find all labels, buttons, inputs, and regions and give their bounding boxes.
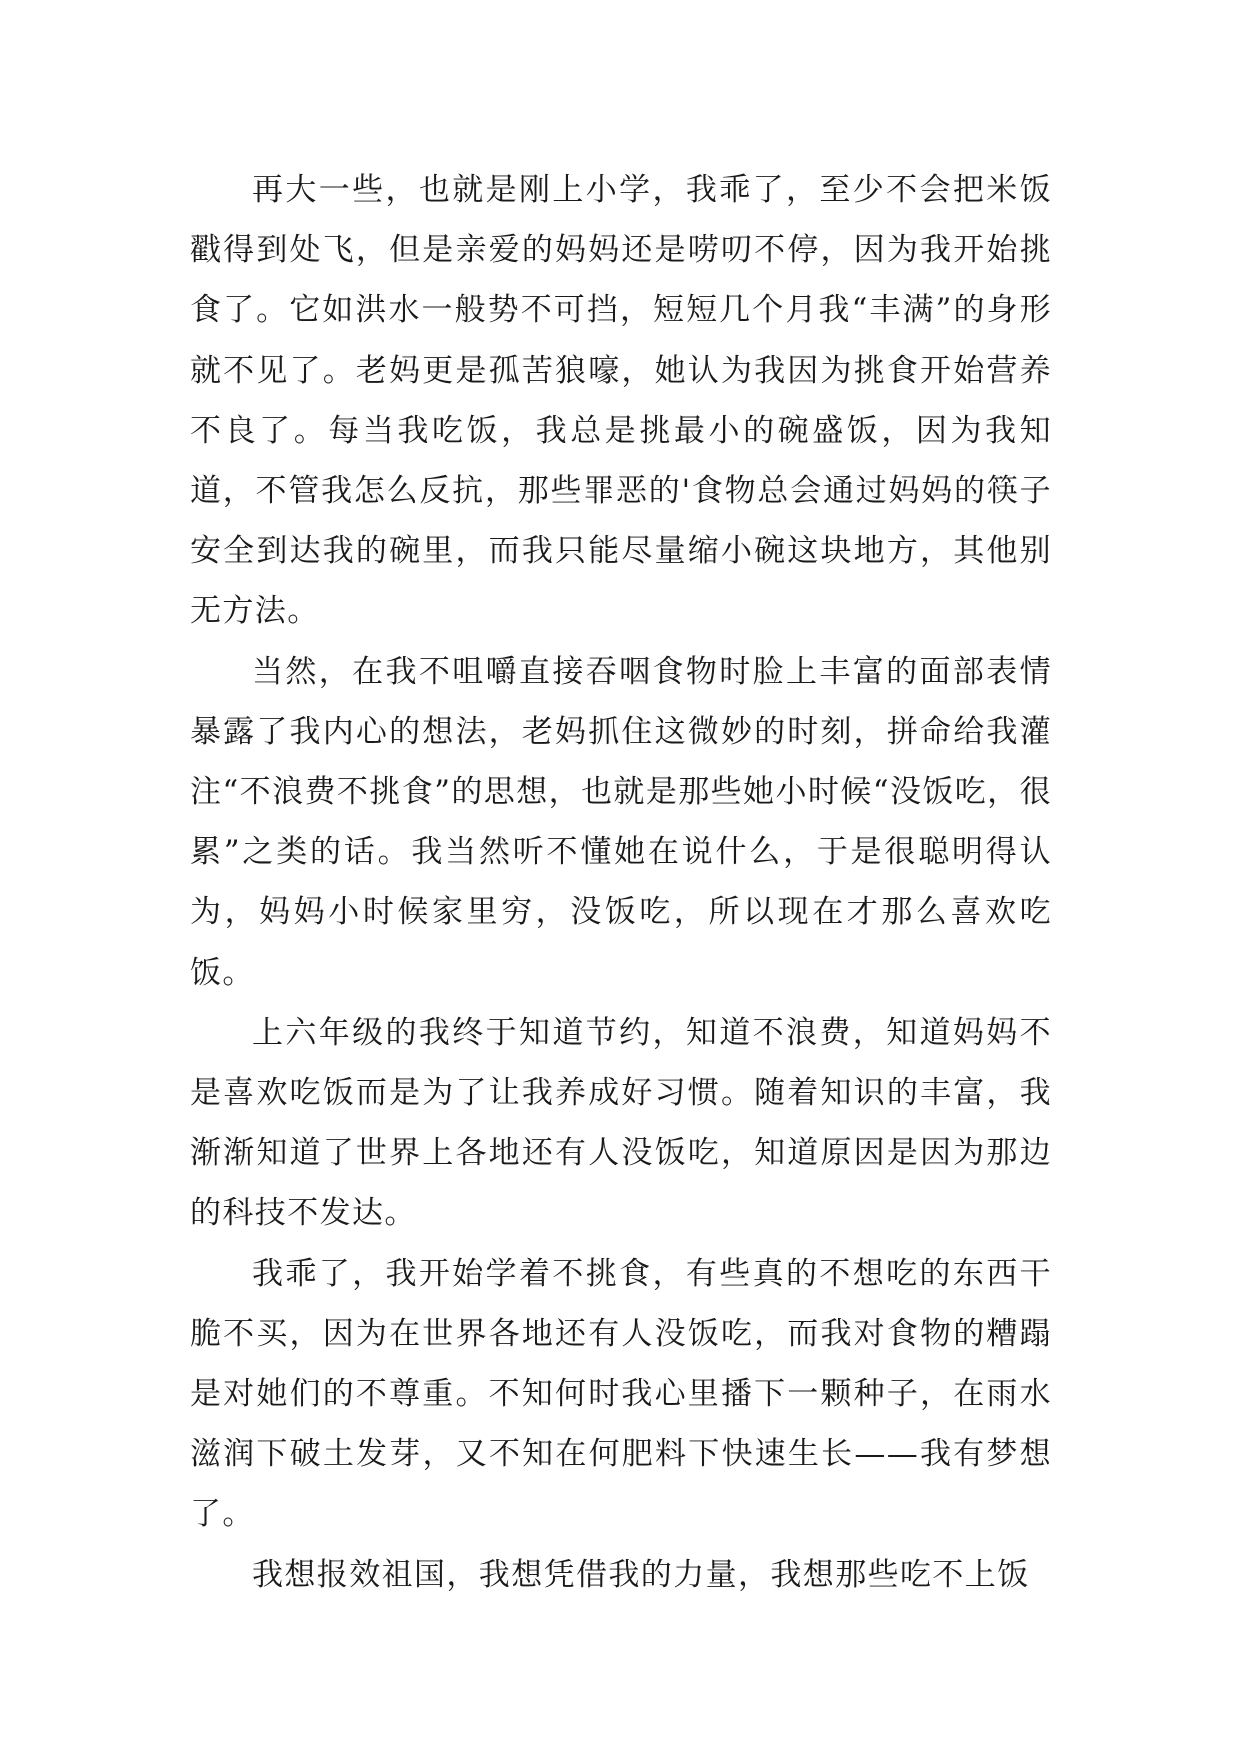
paragraph-2: 当然，在我不咀嚼直接吞咽食物时脸上丰富的面部表情暴露了我内心的想法，老妈抓住这微妙的时刻，拼命给我灌注“不浪费不挑食”的思想，也就是那些她小时候“没饭吃，很累”之类的话。我当然听不懂她在说什么，于是很聪明得认为，妈妈小时候家里穷，没饭吃，所以现在才那么喜欢吃饭。 — [190, 653, 1052, 991]
paragraph-1: 再大一些，也就是刚上小学，我乖了，至少不会把米饭戳得到处飞，但是亲爱的妈妈还是唠叨不停，因为我开始挑食了。它如洪水一般势不可挡，短短几个月我“丰满”的身形就不见了。老妈更是孤苦狼嚎，她认为我因为挑食开始营养不良了。每当我吃饭，我总是挑最小的碗盛饭，因为我知道，不管我怎么反抗，那些罪恶的'食物总会通过妈妈的筷子安全到达我的碗里，而我只能尽量缩小碗这块地方，其他别无方法。 — [190, 172, 1052, 630]
document-body — [190, 160, 1052, 1605]
paragraph-4: 我乖了，我开始学着不挑食，有些真的不想吃的东西干脆不买，因为在世界各地还有人没饭吃，而我对食物的糟蹋是对她们的不尊重。不知何时我心里播下一颗种子，在雨水滋润下破土发芽，又不知在何肥料下快速生长——我有梦想了。 — [190, 1255, 1052, 1533]
paragraph-3: 上六年级的我终于知道节约，知道不浪费，知道妈妈不是喜欢吃饭而是为了让我养成好习惯。随着知识的丰富，我渐渐知道了世界上各地还有人没饭吃，知道原因是因为那边的科技不发达。 — [190, 1014, 1052, 1232]
paragraph-5: 我想报效祖国，我想凭借我的力量，我想那些吃不上饭 — [252, 1556, 1030, 1593]
